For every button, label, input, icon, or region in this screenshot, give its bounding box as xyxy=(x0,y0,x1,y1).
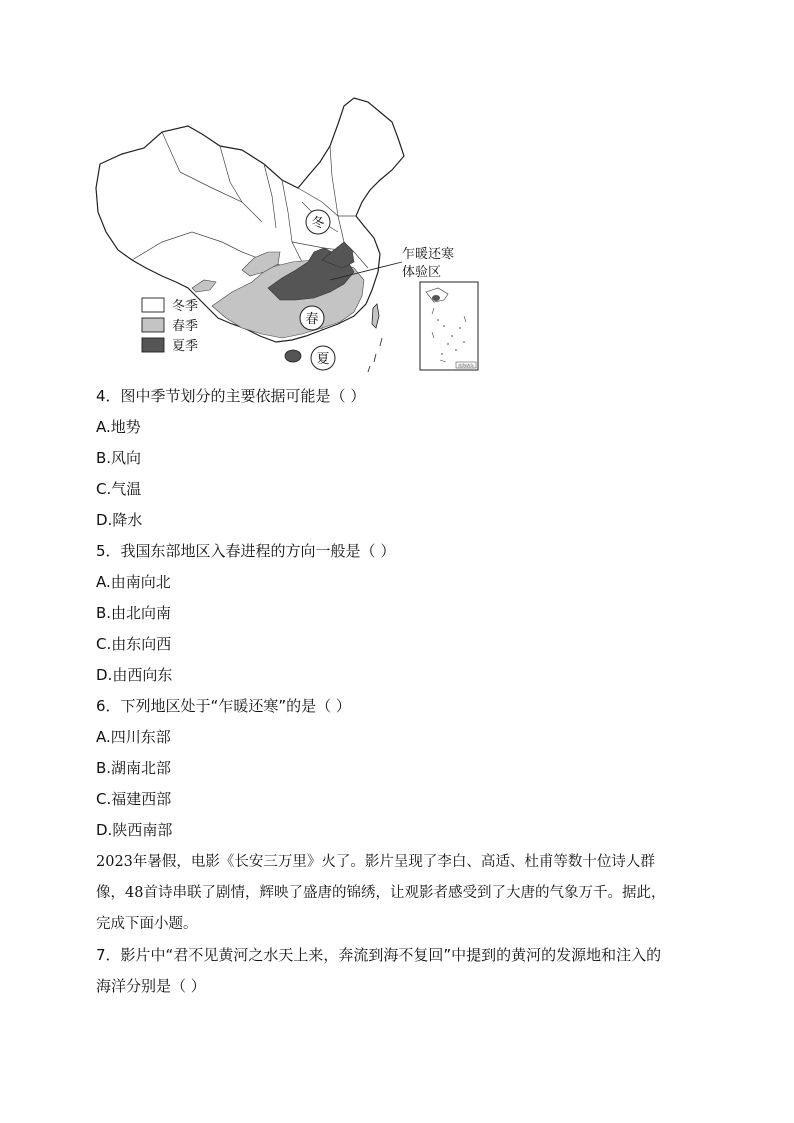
question-4-option-d[interactable]: D.降水 xyxy=(96,511,143,529)
question-4-stem: 4．图中季节划分的主要依据可能是（ ） xyxy=(96,387,366,405)
question-6-option-b[interactable]: B.湖南北部 xyxy=(96,759,172,777)
reading-passage xyxy=(96,847,702,940)
legend-summer: 夏季 xyxy=(172,339,199,354)
passage-line-2: 像，48首诗串联了剧情，辉映了盛唐的锦绣，让观影者感受到了大唐的气象万千。据此， xyxy=(96,885,666,901)
maritime-boundary xyxy=(368,338,382,372)
inset-caption: 南海诸岛 xyxy=(458,363,474,368)
spring-circle-label xyxy=(300,306,324,330)
hainan-island xyxy=(285,350,301,362)
legend-spring: 春季 xyxy=(172,319,199,334)
taiwan-island xyxy=(372,304,379,328)
annotation-line2: 体验区 xyxy=(402,265,442,280)
south-china-sea-inset xyxy=(420,282,478,370)
question-5-option-c[interactable]: C.由东向西 xyxy=(96,635,172,653)
summer-circle-label xyxy=(311,346,335,370)
question-6-stem: 6．下列地区处于“乍暖还寒”的是（ ） xyxy=(96,697,351,715)
svg-text:春: 春 xyxy=(305,312,319,327)
question-7-stem-line2: 海洋分别是（ ） xyxy=(96,977,206,995)
legend xyxy=(142,298,198,354)
question-5-option-d[interactable]: D.由西向东 xyxy=(96,666,173,684)
question-7-stem-line1: 7．影片中“君不见黄河之水天上来，奔流到海不复回”中提到的黄河的发源地和注入的 xyxy=(96,946,662,964)
svg-text:夏: 夏 xyxy=(316,352,330,367)
question-4-option-a[interactable]: A.地势 xyxy=(96,418,141,436)
question-6-option-d[interactable]: D.陕西南部 xyxy=(96,821,173,839)
annotation-line1: 乍暖还寒 xyxy=(402,247,455,262)
question-4-option-b[interactable]: B.风向 xyxy=(96,449,142,467)
question-6-option-a[interactable]: A.四川东部 xyxy=(96,728,171,746)
passage-line-1: 2023年暑假，电影《长安三万里》火了。影片呈现了李白、高适、杜甫等数十位诗人群 xyxy=(96,854,655,870)
passage-line-3: 完成下面小题。 xyxy=(96,916,198,932)
question-4-option-c[interactable]: C.气温 xyxy=(96,480,142,498)
svg-text:冬: 冬 xyxy=(311,216,325,231)
question-5-option-b[interactable]: B.由北向南 xyxy=(96,604,172,622)
winter-circle-label xyxy=(306,210,330,234)
question-5-stem: 5．我国东部地区入春进程的方向一般是（ ） xyxy=(96,542,396,560)
legend-winter: 冬季 xyxy=(172,299,199,314)
question-6-option-c[interactable]: C.福建西部 xyxy=(96,790,172,808)
question-5-option-a[interactable]: A.由南向北 xyxy=(96,573,171,591)
china-season-map xyxy=(92,92,488,374)
